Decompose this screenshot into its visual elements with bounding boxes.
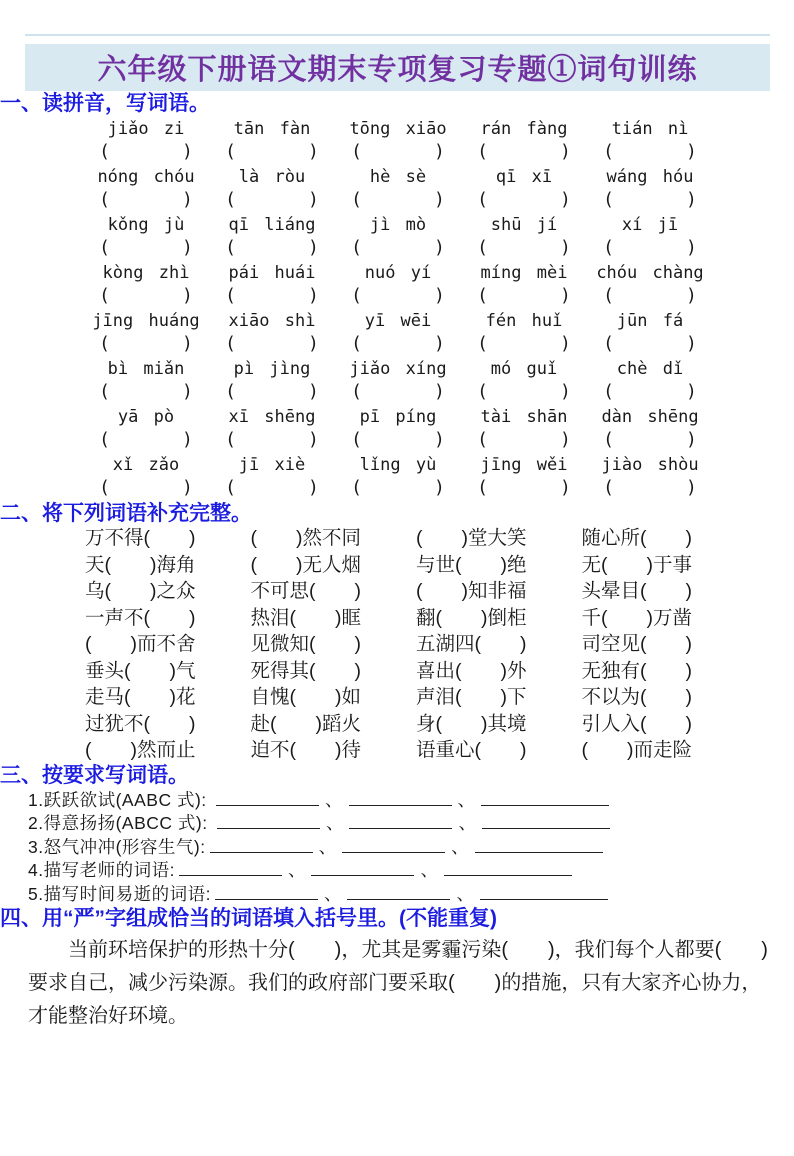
answer-parens: ( ) [351,237,445,258]
idiom-item: ( )无人烟 [250,553,361,576]
idiom-item: 一声不( ) [85,606,196,629]
idiom-item: 天( )海角 [85,553,196,576]
pinyin-item [461,405,587,451]
pinyin-text: xí jī [621,215,679,235]
pinyin-item [209,309,335,355]
answer-parens: ( ) [477,333,571,354]
pinyin-item [209,453,335,499]
list-separator: 、 [451,836,469,857]
idiom-grid [85,527,747,763]
pinyin-text: chè dǐ [616,359,684,379]
fill-line-label: 3.怒气冲冲(形容生气): [28,836,206,857]
pinyin-text: shū jí [490,215,558,235]
pinyin-item [83,405,209,451]
answer-parens: ( ) [99,189,193,210]
pinyin-text: qī liáng [228,215,316,235]
section3-heading: 三、按要求写词语。 [0,763,189,787]
idiom-item: 过犹不( ) [85,712,196,735]
idiom-item: 无独有( ) [581,659,692,682]
section1-heading: 一、读拼音，写词语。 [0,92,210,115]
idiom-item: 与世( )绝 [416,553,527,576]
idiom-item: 语重心( ) [416,739,527,761]
answer-underline [475,837,603,853]
pinyin-item [461,117,587,163]
answer-underline [311,860,414,876]
answer-parens: ( ) [99,381,193,402]
write-words-list [28,789,773,907]
section-complete-idioms [0,501,794,763]
idiom-item: 五湖四( ) [416,633,527,655]
answer-parens: ( ) [99,429,193,450]
list-separator: 、 [323,883,342,904]
pinyin-text: xiāo shì [228,311,316,331]
answer-parens: ( ) [351,381,445,402]
pinyin-item [209,213,335,259]
idiom-item: 千( )万凿 [581,606,692,629]
pinyin-item [461,261,587,307]
answer-parens: ( ) [477,381,571,402]
pinyin-text: nuó yí [364,263,432,283]
fill-line [28,859,773,883]
pinyin-text: jì mò [369,215,427,235]
idiom-item: ( )然不同 [250,527,361,549]
pinyin-text: là ròu [238,167,306,187]
pinyin-item [587,357,713,403]
answer-parens: ( ) [603,285,697,306]
section2-heading: 二、将下列词语补充完整。 [0,502,252,525]
list-separator: 、 [325,813,344,833]
idiom-item: ( )然而止 [85,739,196,761]
idiom-item: ( )而不舍 [85,633,196,655]
answer-parens: ( ) [603,477,697,498]
pinyin-text: jūn fá [616,311,684,331]
idiom-item: 声泪( )下 [416,686,527,708]
top-divider [25,34,770,36]
pinyin-item [83,117,209,163]
answer-parens: ( ) [603,333,697,354]
answer-parens: ( ) [225,141,319,162]
pinyin-item [461,357,587,403]
answer-parens: ( ) [99,477,193,498]
pinyin-text: xǐ zǎo [112,455,180,475]
answer-parens: ( ) [351,285,445,306]
pinyin-text: hè sè [369,167,427,187]
answer-parens: ( ) [99,141,193,162]
answer-parens: ( ) [99,333,193,354]
idiom-item: 头晕目( ) [581,580,692,602]
answer-parens: ( ) [603,429,697,450]
answer-parens: ( ) [603,381,697,402]
pinyin-text: nóng chóu [97,167,195,187]
pinyin-item [587,261,713,307]
fill-line-label: 5.描写时间易逝的词语: [28,883,211,904]
pinyin-item [335,357,461,403]
answer-underline [481,790,609,806]
answer-parens: ( ) [477,477,571,498]
idiom-item: ( )知非福 [416,580,527,602]
answer-underline [342,837,445,853]
answer-parens: ( ) [225,333,319,354]
answer-parens: ( ) [99,237,193,258]
pinyin-text: tián nì [611,119,689,139]
idiom-item: 不可思( ) [250,580,361,602]
pinyin-item [209,165,335,211]
idiom-item: 见微知( ) [250,633,361,655]
answer-underline [210,837,313,853]
fill-line [28,789,773,813]
answer-underline [349,790,452,806]
answer-parens: ( ) [225,429,319,450]
pinyin-text: qī xī [495,167,553,187]
fill-line-label: 2.得意扬扬(ABCC 式): [28,813,213,833]
idiom-item: 无( )于事 [581,553,692,576]
answer-parens: ( ) [351,189,445,210]
pinyin-item [83,213,209,259]
fill-line [28,812,773,836]
answer-parens: ( ) [225,381,319,402]
answer-underline [179,860,282,876]
pinyin-text: chóu chàng [596,263,704,283]
idiom-item: 乌( )之众 [85,580,196,602]
list-separator: 、 [325,789,343,810]
idiom-item: 热泪( )眶 [250,606,361,629]
pinyin-text: xī shēng [228,407,316,427]
pinyin-item [83,261,209,307]
pinyin-item [83,453,209,499]
pinyin-item [587,405,713,451]
list-separator: 、 [318,836,337,857]
pinyin-text: lǐng yù [359,455,437,475]
idiom-item: ( )堂大笑 [416,527,527,549]
section-write-words [0,763,794,907]
answer-parens: ( ) [225,189,319,210]
page-title: 六年级下册语文期末专项复习专题①词句训练 [97,54,698,86]
pinyin-text: jiǎo xíng [349,359,447,379]
answer-parens: ( ) [225,477,319,498]
pinyin-item [209,357,335,403]
pinyin-text: dàn shēng [601,407,699,427]
pinyin-item [461,165,587,211]
answer-parens: ( ) [99,285,193,306]
answer-underline [444,860,572,876]
answer-parens: ( ) [225,285,319,306]
pinyin-text: míng mèi [480,263,568,283]
answer-parens: ( ) [225,237,319,258]
answer-parens: ( ) [351,141,445,162]
pinyin-item [335,309,461,355]
pinyin-text: jiǎo zi [107,119,185,139]
answer-parens: ( ) [477,285,571,306]
pinyin-text: mó guǐ [490,359,558,379]
pinyin-text: yī wēi [364,311,432,331]
pinyin-item [461,213,587,259]
pinyin-item [587,309,713,355]
idiom-item: 死得其( ) [250,659,361,682]
idiom-item: 赴( )蹈火 [250,712,361,735]
pinyin-text: jiào shòu [601,455,699,475]
pinyin-text: jīng huáng [92,311,200,331]
pinyin-item [335,453,461,499]
pinyin-item [209,117,335,163]
pinyin-text: bì miǎn [107,359,185,379]
idiom-item: 引人入( ) [581,712,692,735]
pinyin-text: pī píng [359,407,437,427]
answer-parens: ( ) [477,141,571,162]
pinyin-text: pái huái [228,263,316,283]
list-separator: 、 [420,860,438,880]
pinyin-text: kǒng jù [107,215,185,235]
pinyin-item [83,357,209,403]
pinyin-item [209,405,335,451]
idiom-item: ( )而走险 [581,739,692,761]
fill-line [28,883,773,907]
list-separator: 、 [456,883,474,904]
idiom-item: 走马( )花 [85,686,196,708]
answer-underline [482,813,610,829]
answer-underline [215,884,318,900]
pinyin-text: yā pò [117,407,175,427]
pinyin-text: pì jìng [233,359,311,379]
fill-line [28,836,773,860]
idiom-item: 喜出( )外 [416,659,527,682]
fill-line-label: 1.跃跃欲试(AABC 式): [28,789,212,810]
fill-line-label: 4.描写老师的词语: [28,860,175,880]
pinyin-item [461,309,587,355]
answer-underline [217,813,320,829]
pinyin-item [587,213,713,259]
idiom-item: 垂头( )气 [85,659,196,682]
idiom-item: 不以为( ) [581,686,692,708]
pinyin-text: wáng hóu [606,167,694,187]
answer-underline [480,884,608,900]
pinyin-text: tài shān [480,407,568,427]
section-yan-fill [0,906,794,1033]
pinyin-item [461,453,587,499]
pinyin-item [335,261,461,307]
answer-parens: ( ) [603,189,697,210]
pinyin-item [335,165,461,211]
idiom-item: 翻( )倒柜 [416,606,527,629]
pinyin-text: rán fàng [480,119,568,139]
idiom-item: 随心所( ) [581,527,692,549]
pinyin-text: fén huǐ [485,311,563,331]
idiom-item: 万不得( ) [85,527,196,549]
answer-underline [349,813,452,829]
idiom-item: 自愧( )如 [250,686,361,708]
pinyin-grid [83,117,713,501]
pinyin-item [335,405,461,451]
pinyin-item [83,165,209,211]
idiom-item: 迫不( )待 [250,739,361,761]
pinyin-item [335,213,461,259]
answer-underline [347,884,450,900]
answer-parens: ( ) [603,141,697,162]
list-separator: 、 [287,860,306,880]
pinyin-item [335,117,461,163]
worksheet-page [0,34,794,1156]
idiom-item: 身( )其境 [416,712,527,735]
section4-heading: 四、用“严”字组成恰当的词语填入括号里。(不能重复) [0,907,497,930]
pinyin-item [587,117,713,163]
answer-parens: ( ) [477,237,571,258]
list-separator: 、 [457,789,475,810]
answer-parens: ( ) [351,477,445,498]
pinyin-item [587,453,713,499]
pinyin-item [587,165,713,211]
pinyin-item [209,261,335,307]
title-bar [25,44,770,91]
answer-parens: ( ) [477,429,571,450]
pinyin-item [83,309,209,355]
list-separator: 、 [458,813,476,833]
idiom-item: 司空见( ) [581,633,692,655]
yan-paragraph: 当前环培保护的形热十分( )，尤其是雾霾污染( )，我们每个人都要( )要求自己，减少污染源。我们的政府部门要采取( )的措施，只有大家齐心协力，才能整治好环境。 [28,939,768,1027]
pinyin-text: jī xiè [238,455,306,475]
answer-parens: ( ) [477,189,571,210]
answer-parens: ( ) [351,333,445,354]
pinyin-text: kòng zhì [102,263,190,283]
pinyin-text: tōng xiāo [349,119,447,139]
pinyin-text: jīng wěi [480,455,568,475]
answer-parens: ( ) [603,237,697,258]
answer-underline [216,790,319,806]
answer-parens: ( ) [351,429,445,450]
section-pinyin [0,91,794,501]
pinyin-text: tān fàn [233,119,311,139]
